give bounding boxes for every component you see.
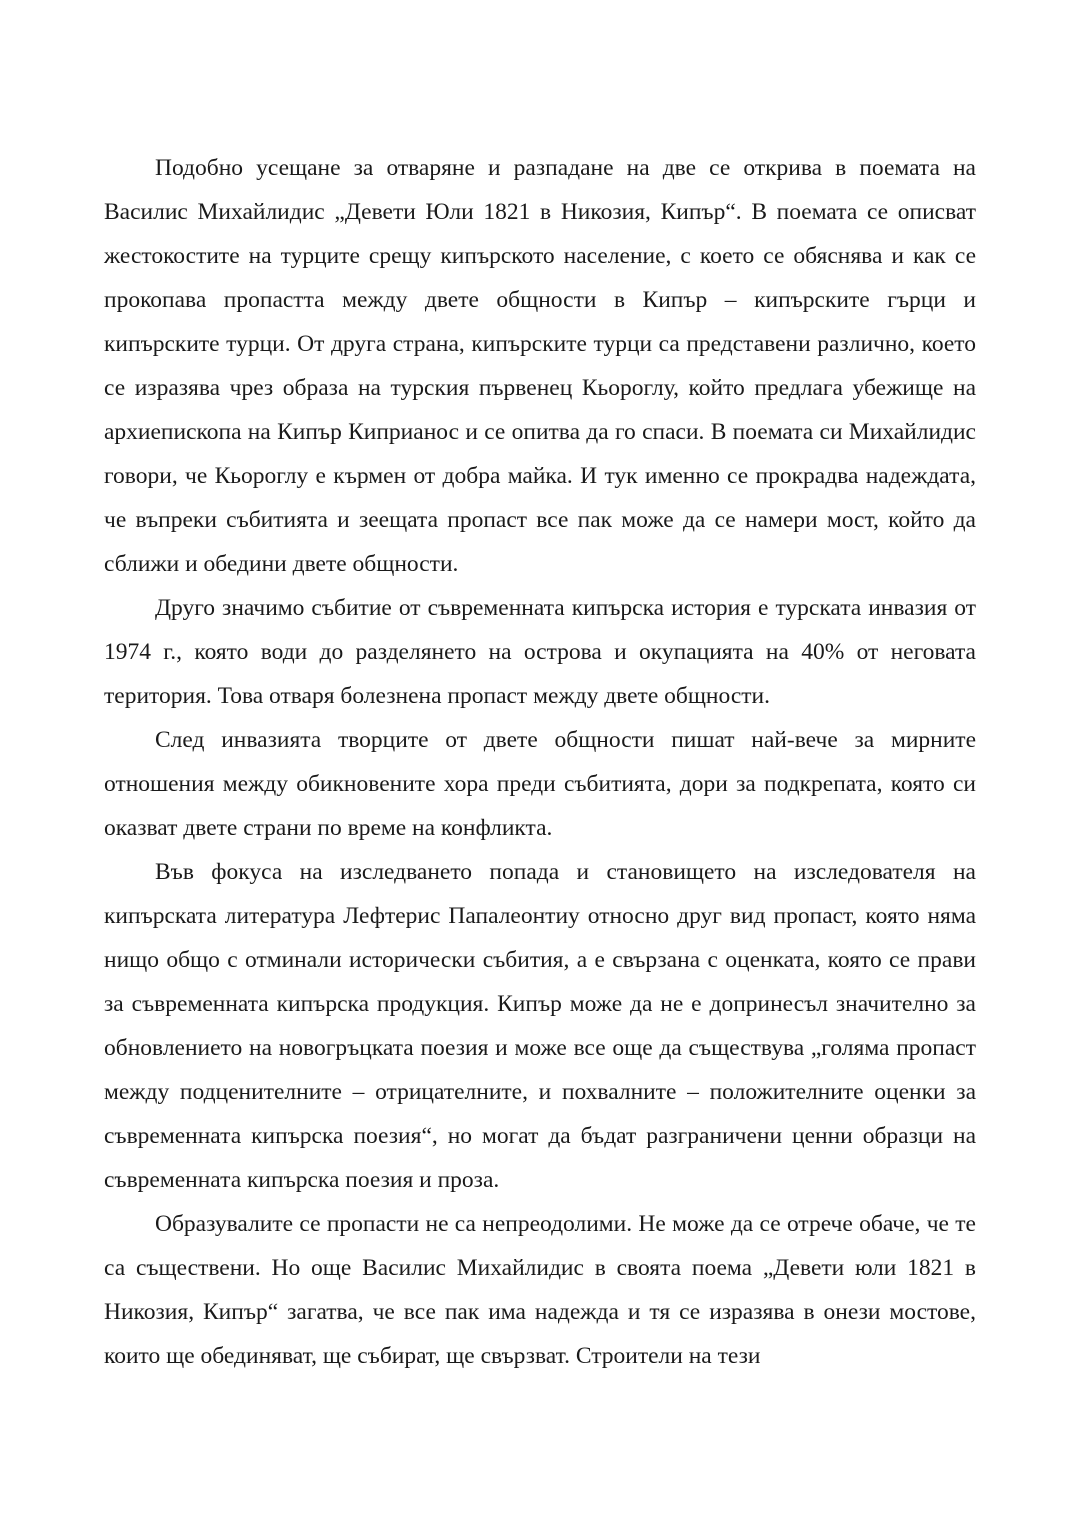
paragraph-5: Образувалите се пропасти не са непреодолими. Не може да се отрече обаче, че те са съществени. Но още Василис Михайлидис в своята поема „Девети юли 1821 в Никозия, Кипър“ загатва, че все пак има надежда и тя се изразява в онези мостове, които ще обединяват, ще събират, ще свързват. Строители на тези (104, 1211, 976, 1369)
paragraph-1: Подобно усещане за отваряне и разпадане на две се открива в поемата на Василис Михайлидис „Девети Юли 1821 в Никозия, Кипър“. В поемата се описват жестокостите на турците срещу кипърското население, с което се обяснява и как се прокопава пропастта между двете общности в Кипър – кипърските гърци и кипърските турци. От друга страна, кипърските турци са представени различно, което се изразява чрез образа на турския първенец Кьороглу, който предлага убежище на архиепископа на Кипър Киприанос и се опитва да го спаси. В поемата си Михайлидис говори, че Кьороглу е кърмен от добра майка. И тук именно се прокрадва надеждата, че въпреки събитията и зеещата пропаст все пак може да се намери мост, който да сближи и обедини двете общности. (104, 155, 976, 577)
paragraph-4: Във фокуса на изследването попада и становището на изследователя на кипърската литература Лефтерис Папалеонтиу относно друг вид пропаст, която няма нищо общо с отминали исторически събития, а е свързана с оценката, която се прави за съвременната кипърска продукция. Кипър може да не е допринесъл значително за обновлението на новогръцката поезия и може все още да съществува „голяма пропаст между подценителните – отрицателните, и похвалните – положителните оценки за съвременната кипърска поезия“, но могат да бъдат разграничени ценни образци на съвременната кипърска поезия и проза. (104, 859, 976, 1193)
paragraph-2: Друго значимо събитие от съвременната кипърска история е турската инвазия от 1974 г., която води до разделянето на острова и окупацията на 40% от неговата територия. Това отваря болезнена пропаст между двете общности. (104, 595, 976, 709)
paragraph-3: След инвазията творците от двете общности пишат най-вече за мирните отношения между обикновените хора преди събитията, дори за подкрепата, която си оказват двете страни по време на конфликта. (104, 727, 976, 841)
document-body (104, 146, 976, 1378)
